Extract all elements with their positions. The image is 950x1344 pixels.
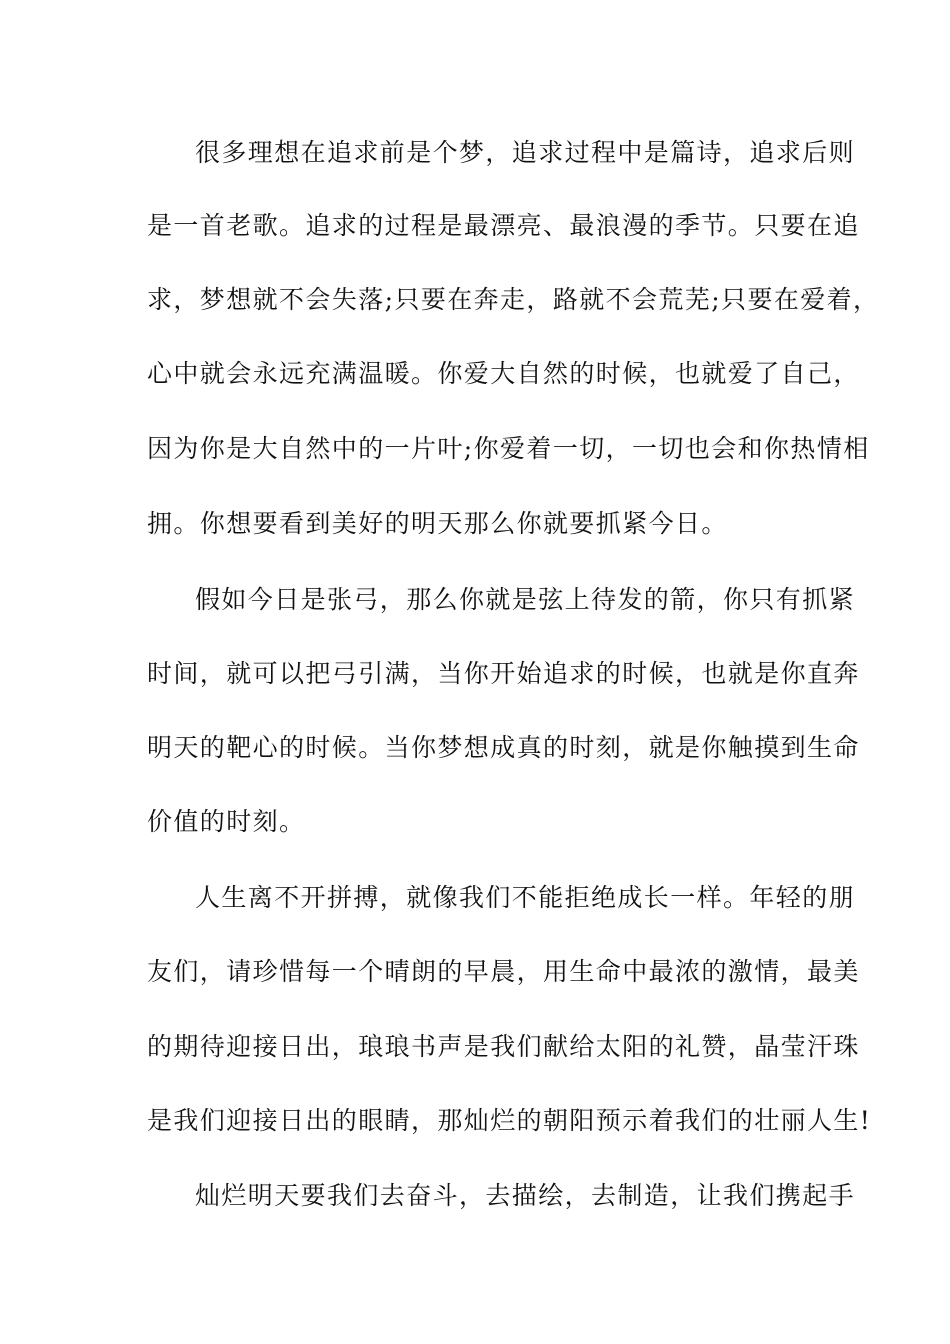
paragraph-3-line-2: 友们，请珍惜每一个晴朗的早晨，用生命中最浓的激情，最美 — [147, 957, 860, 986]
paragraph-3-line-3: 的期待迎接日出，琅琅书声是我们献给太阳的礼赞，晶莹汗珠 — [147, 1032, 860, 1061]
paragraph-4-line-1: 灿烂明天要我们去奋斗，去描绘，去制造，让我们携起手 — [195, 1181, 856, 1210]
paragraph-2-line-3: 明天的靶心的时候。当你梦想成真的时刻，就是你触摸到生命 — [147, 733, 860, 762]
paragraph-3-line-4: 是我们迎接日出的眼睛，那灿烂的朝阳预示着我们的壮丽人生! — [147, 1106, 872, 1135]
paragraph-2-line-4: 价值的时刻。 — [147, 807, 306, 836]
paragraph-1-line-4: 心中就会永远充满温暖。你爱大自然的时候，也就爱了自己， — [147, 359, 860, 388]
paragraph-1-line-5: 因为你是大自然中的一片叶;你爱着一切，一切也会和你热情相 — [147, 434, 870, 463]
paragraph-1-line-2: 是一首老歌。追求的过程是最漂亮、最浪漫的季节。只要在追 — [147, 211, 860, 240]
paragraph-1-line-1: 很多理想在追求前是个梦，追求过程中是篇诗，追求后则 — [195, 138, 856, 167]
paragraph-1-line-6: 拥。你想要看到美好的明天那么你就要抓紧今日。 — [147, 509, 728, 538]
paragraph-1-line-3: 求，梦想就不会失落;只要在奔走，路就不会荒芜;只要在爱着， — [147, 285, 880, 314]
paragraph-3-line-1: 人生离不开拼搏，就像我们不能拒绝成长一样。年轻的朋 — [195, 883, 856, 912]
paragraph-2-line-1: 假如今日是张弓，那么你就是弦上待发的箭，你只有抓紧 — [195, 585, 856, 614]
paragraph-2-line-2: 时间，就可以把弓引满，当你开始追求的时候，也就是你直奔 — [147, 659, 860, 688]
